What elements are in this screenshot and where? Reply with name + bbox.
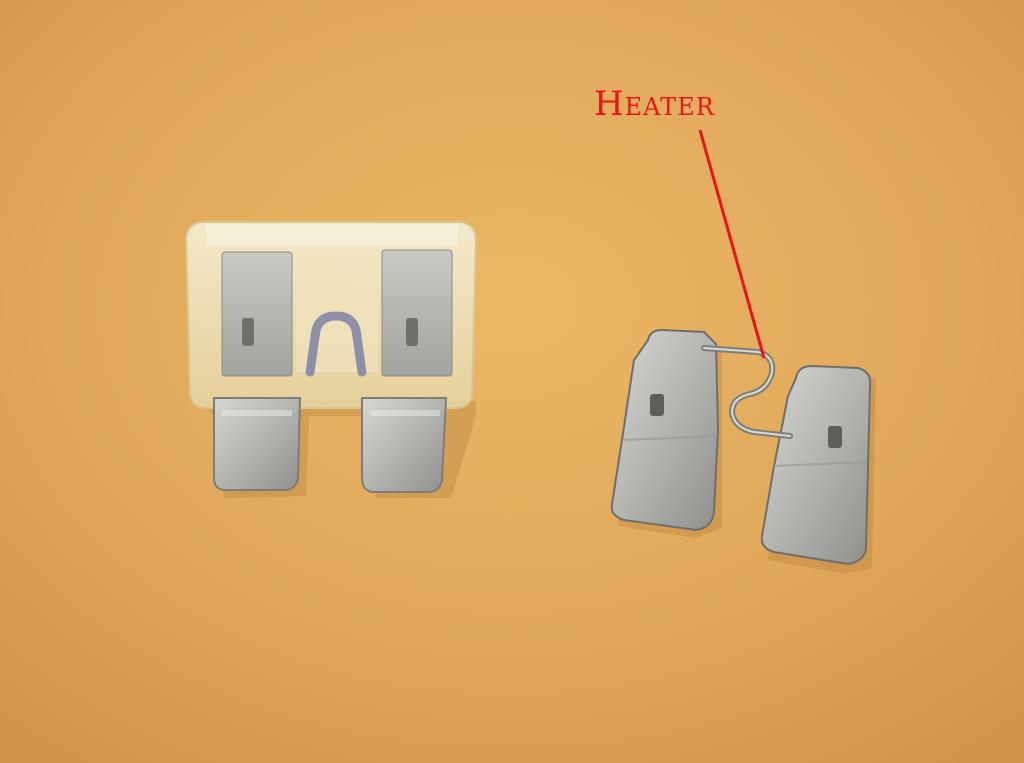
annotation-label-heater: Heater [594, 84, 715, 124]
